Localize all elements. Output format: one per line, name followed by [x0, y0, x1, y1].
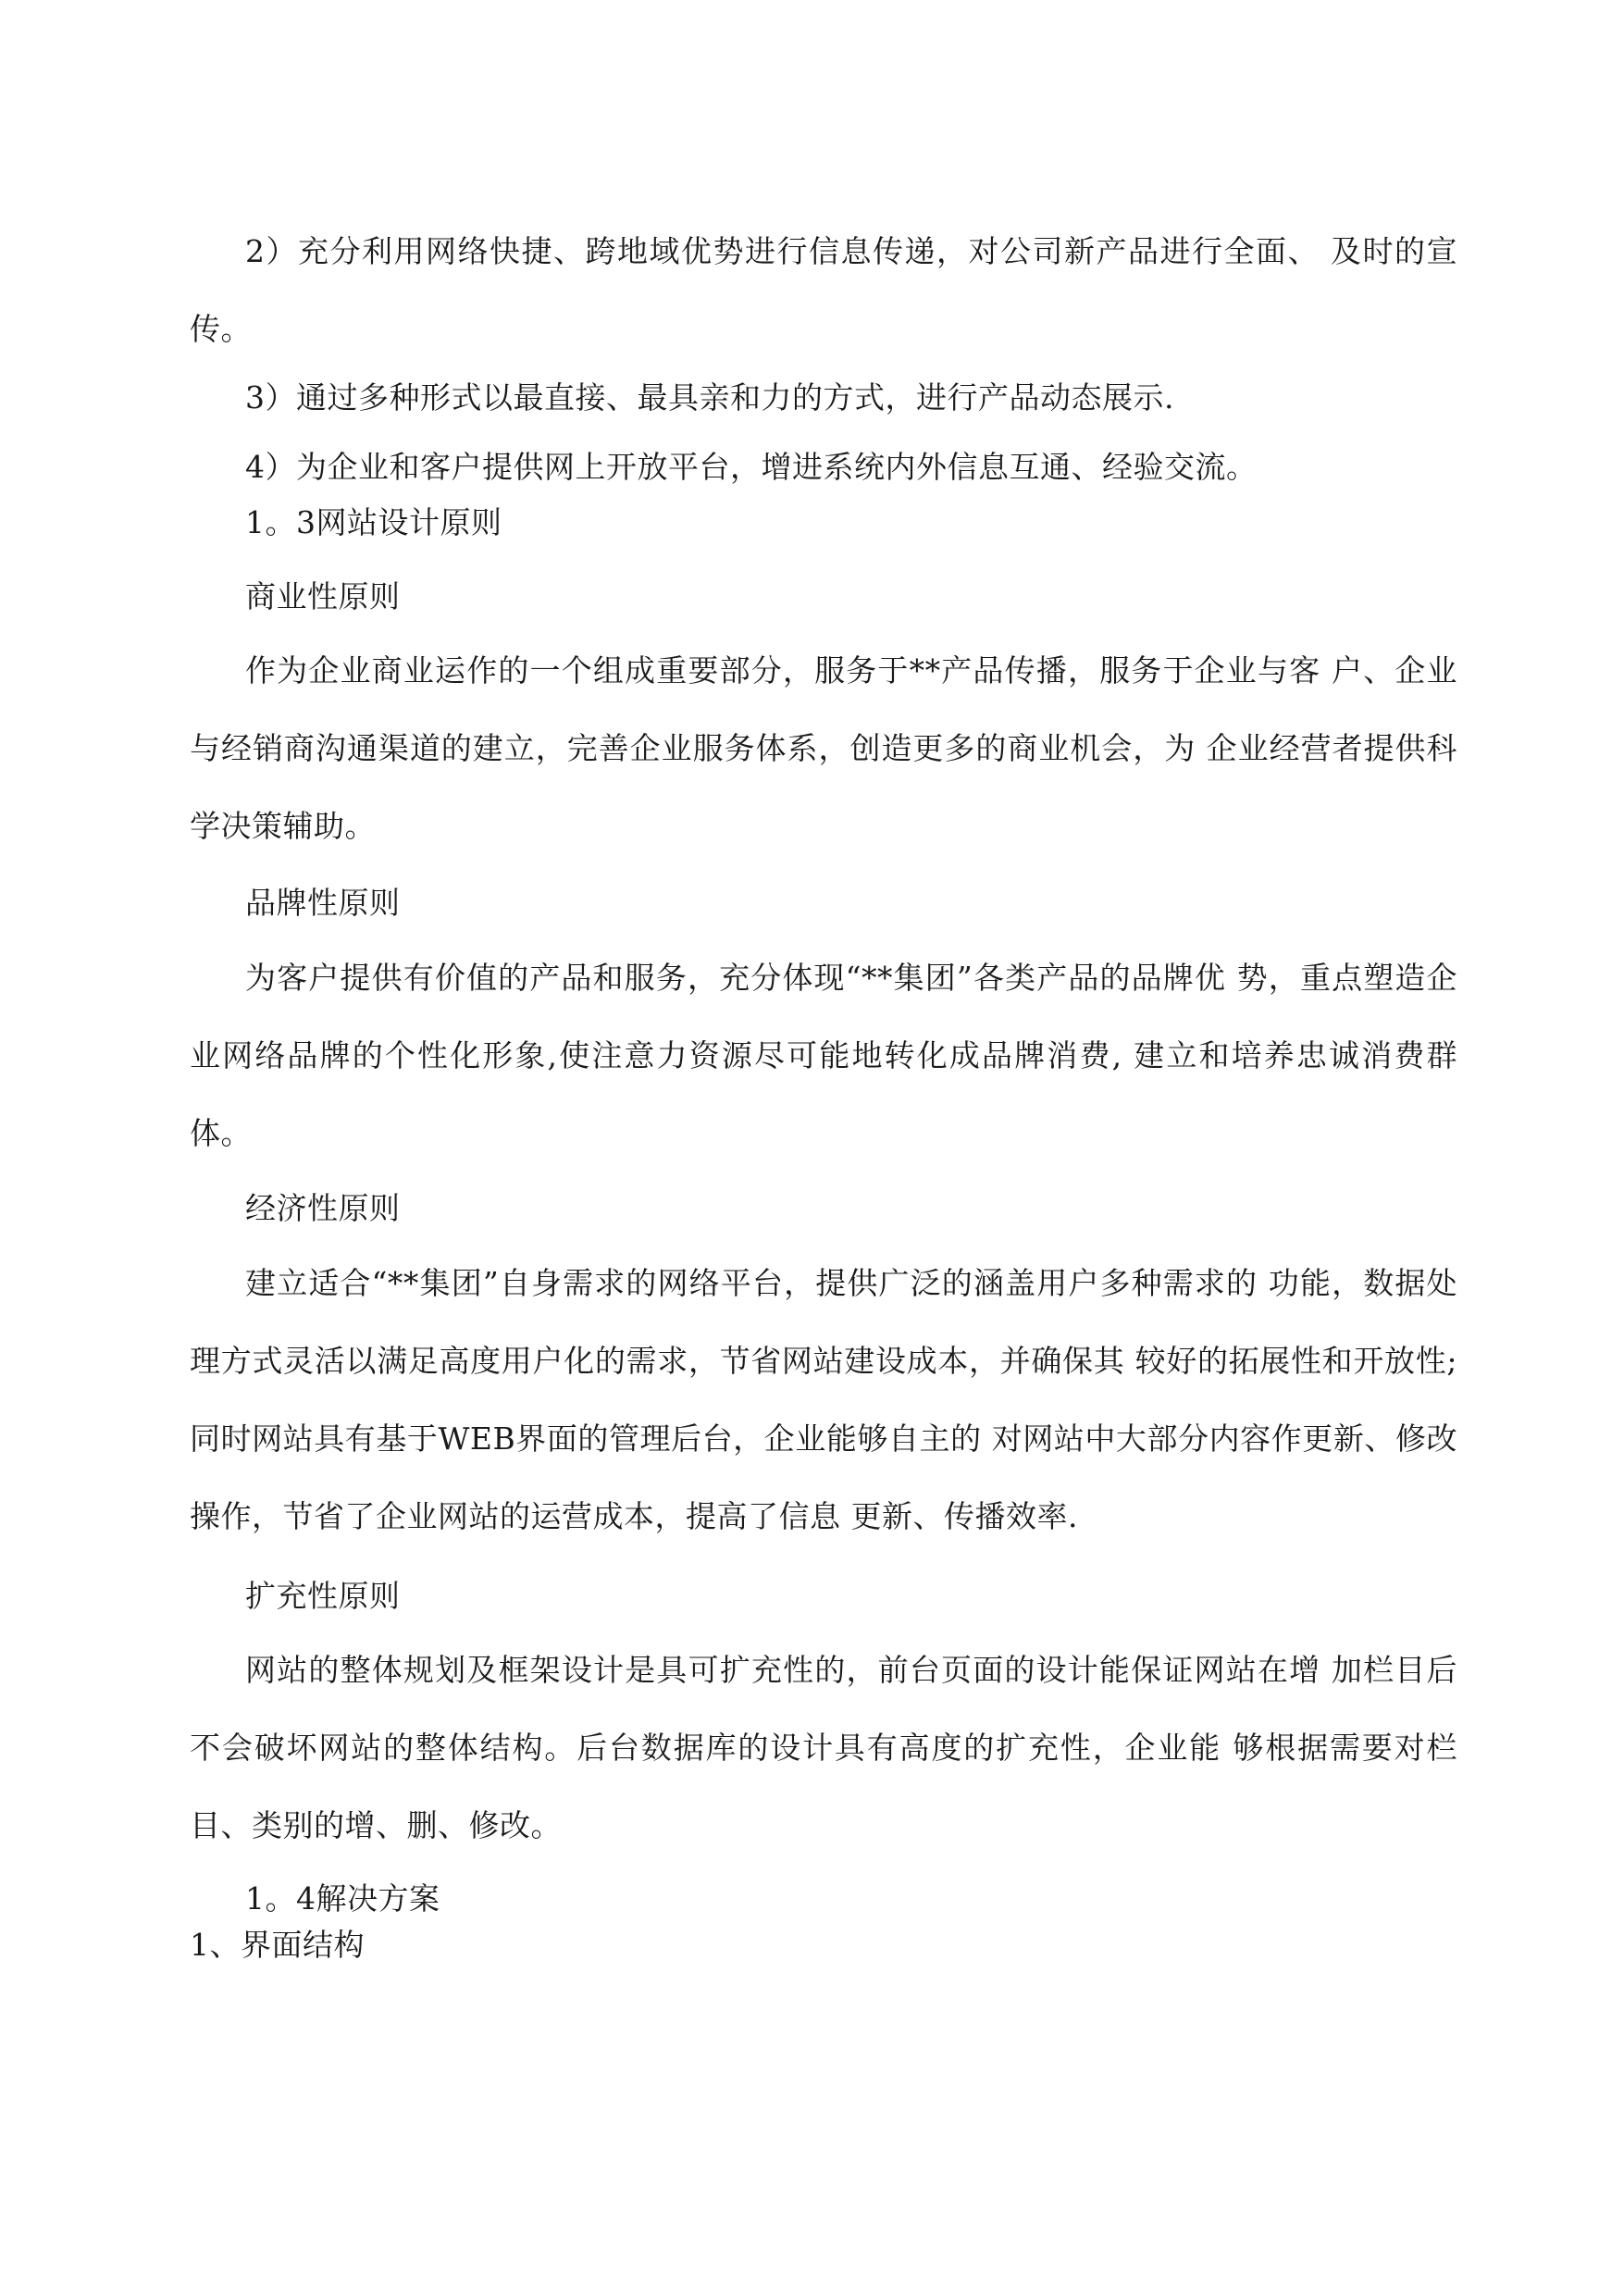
paragraph-brand-principle: 为客户提供有价值的产品和服务，充分体现“**集团”各类产品的品牌优 势，重点塑造企业网络品牌的个性化形象,使注意力资源尽可能地转化成品牌消费, 建立和培养忠诚消费群体。: [190, 960, 1457, 1151]
heading-economy-principle: 经济性原则: [245, 1190, 401, 1226]
section-heading-1-4: 1。4解决方案: [245, 1880, 440, 1917]
paragraph-commercial-principle: 作为企业商业运作的一个组成重要部分，服务于**产品传播，服务于企业与客 户、企业与经销商沟通渠道的建立，完善企业服务体系，创造更多的商业机会，为 企业经营者提供科学决策辅助。: [190, 652, 1457, 844]
heading-brand-principle: 品牌性原则: [245, 885, 401, 921]
list-item-interface-structure: 1、界面结构: [190, 1927, 365, 1963]
heading-extensibility-principle: 扩充性原则: [245, 1578, 401, 1614]
paragraph-goal-2: 2）充分利用网络快捷、跨地域优势进行信息传递，对公司新产品进行全面、 及时的宣传。: [190, 233, 1457, 347]
section-heading-1-3: 1。3网站设计原则: [245, 504, 502, 540]
paragraph-economy-principle: 建立适合“**集团”自身需求的网络平台，提供广泛的涵盖用户多种需求的 功能，数据处理方式灵活以满足高度用户化的需求，节省网站建设成本，并确保其 较好的拓展性和开放性;同时网站具有基于WEB界面的管理后台，企业能够自主的 对网站中大部分内容作更新、修改操作，节省了企业网站的运营成本，提高了信息 更新、传播效率.: [190, 1265, 1457, 1534]
paragraph-goal-3: 3）通过多种形式以最直接、最具亲和力的方式，进行产品动态展示.: [245, 379, 1174, 416]
heading-commercial-principle: 商业性原则: [245, 578, 401, 614]
paragraph-extensibility-principle: 网站的整体规划及框架设计是具可扩充性的，前台页面的设计能保证网站在增 加栏目后不会破坏网站的整体结构。后台数据库的设计具有高度的扩充性，企业能 够根据需要对栏目、类别的增、删、修改。: [190, 1652, 1457, 1843]
paragraph-goal-4: 4）为企业和客户提供网上开放平台，增进系统内外信息互通、经验交流。: [245, 449, 1258, 485]
